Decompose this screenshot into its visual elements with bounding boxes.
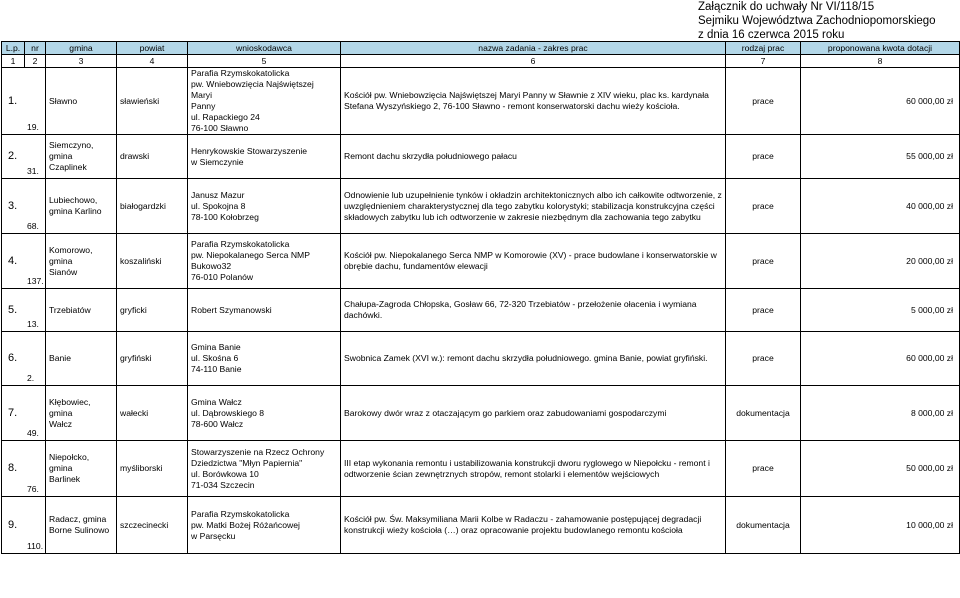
work-type-cell — [726, 441, 801, 497]
gmina-line: Sianów — [49, 266, 78, 277]
table-row — [2, 179, 960, 234]
col-gmina: gmina — [46, 42, 117, 55]
lp-cell — [2, 441, 46, 497]
work-type: prace — [752, 95, 774, 106]
wnioskodawca-cell — [188, 68, 341, 135]
col-rodzaj: rodzaj prac — [726, 42, 801, 55]
gmina-cell — [46, 135, 117, 179]
gmina-line: Barlinek — [49, 474, 81, 484]
row-number: 2. — [8, 150, 18, 162]
amount-cell — [801, 179, 960, 234]
col-number: 4 — [117, 55, 188, 68]
gmina-cell — [46, 179, 117, 234]
wnioskodawca-cell — [188, 179, 341, 234]
task-cell — [341, 441, 726, 497]
row-number: 3. — [8, 199, 18, 212]
row-number: 8. — [8, 462, 18, 474]
task-line: Kościół pw. Wniebowzięcia Najświętszej Maryi Panny w Sławnie z XIV wieku, plac ks. kardynała — [344, 90, 709, 100]
table-row — [2, 497, 960, 554]
amount-cell — [801, 441, 960, 497]
application-ref: 19. — [27, 122, 39, 132]
powiat-cell — [117, 289, 188, 332]
task-cell — [341, 386, 726, 441]
gmina-line: Banie — [49, 353, 71, 363]
lp-cell — [2, 386, 46, 441]
application-ref: 68. — [27, 221, 39, 231]
powiat-cell — [117, 441, 188, 497]
work-type: prace — [752, 304, 774, 315]
applicant-line: 78-600 Wałcz — [191, 418, 244, 429]
amount-cell — [801, 332, 960, 386]
col-number: 7 — [726, 55, 801, 68]
table-row — [2, 289, 960, 332]
amount-cell — [801, 68, 960, 135]
wnioskodawca-cell — [188, 386, 341, 441]
task-line: składowych zabytku lub ich odtworzenie w zakresie niezbędnym dla zachowania tego zabytku — [344, 211, 701, 222]
col-number: 2 — [25, 55, 46, 68]
applicant-line: Janusz Mazur — [191, 189, 245, 200]
applicant-line: Bukowo32 — [191, 261, 232, 271]
row-number: 4. — [8, 254, 18, 267]
gmina-line: Siemczyno, gmina — [49, 140, 94, 161]
gmina-line: Komorowo, gmina — [49, 244, 93, 266]
col-number: 5 — [188, 55, 341, 68]
wnioskodawca-cell — [188, 332, 341, 386]
column-number-row — [2, 55, 960, 68]
powiat-cell — [117, 68, 188, 135]
amount-cell — [801, 135, 960, 179]
work-type-cell — [726, 386, 801, 441]
applicant-line: pw. Matki Bożej Różańcowej — [191, 519, 300, 530]
grant-amount: 10 000,00 zł — [906, 519, 953, 530]
col-nr: nr — [25, 42, 46, 55]
work-type-cell — [726, 135, 801, 179]
gmina-cell — [46, 332, 117, 386]
application-ref: 110. — [27, 541, 44, 551]
powiat-cell — [117, 386, 188, 441]
work-type: dokumentacja — [736, 407, 790, 418]
powiat-value: wałecki — [120, 407, 149, 418]
grant-amount: 50 000,00 zł — [906, 463, 953, 473]
applicant-line: Robert Szymanowski — [191, 304, 272, 315]
amount-cell — [801, 289, 960, 332]
work-type-cell — [726, 68, 801, 135]
lp-cell — [2, 179, 46, 234]
applicant-line: pw. Niepokalanego Serca NMP — [191, 250, 310, 260]
lp-cell — [2, 135, 46, 179]
applicant-line: Henrykowskie Stowarzyszenie — [191, 145, 308, 156]
powiat-value: koszaliński — [120, 255, 162, 266]
task-line: Kościół pw. Św. Maksymiliana Marii Kolbe w Radaczu - zahamowanie postępującej degradacji — [344, 514, 702, 524]
powiat-cell — [117, 135, 188, 179]
table-row — [2, 332, 960, 386]
application-ref: 2. — [27, 373, 35, 383]
applicant-line: Stowarzyszenie na Rzecz Ochrony — [191, 446, 325, 457]
gmina-line: Niepołcko, gmina — [49, 452, 90, 473]
col-number: 8 — [801, 55, 960, 68]
col-lp: L.p. — [2, 42, 25, 55]
gmina-line: Sławno — [49, 95, 78, 106]
task-cell — [341, 289, 726, 332]
task-cell — [341, 68, 726, 135]
col-wnioskodawca: wnioskodawca — [188, 42, 341, 55]
row-number: 7. — [8, 406, 18, 419]
application-ref: 137. — [27, 276, 44, 286]
lp-cell — [2, 68, 46, 135]
powiat-value: gryfiński — [120, 353, 152, 363]
work-type-cell — [726, 234, 801, 289]
task-line: Swobnica Zamek (XVI w.): remont dachu skrzydła południowego. gmina Banie, powiat gryfiński. — [344, 353, 708, 363]
work-type: prace — [752, 463, 774, 473]
gmina-line: Trzebiatów — [49, 304, 91, 315]
gmina-cell — [46, 68, 117, 135]
applicant-line: 76-100 Sławno — [191, 123, 249, 133]
work-type: prace — [752, 151, 774, 161]
gmina-line: Borne Sulinowo — [49, 525, 110, 535]
column-header-row — [2, 42, 960, 55]
gmina-cell — [46, 497, 117, 554]
applicant-line: 74-110 Banie — [191, 364, 242, 374]
application-ref: 49. — [27, 428, 39, 438]
task-line: Odnowienie lub uzupełnienie tynków i okładzin architektonicznych albo ich całkowite odtworzenie, z — [344, 189, 722, 200]
row-number: 1. — [8, 94, 18, 107]
applicant-line: w Parsęcku — [191, 530, 236, 541]
task-line: konstrukcji wieży kościoła (…) oraz opracowanie projektu budowlanego remontu kościoła — [344, 525, 683, 535]
powiat-cell — [117, 234, 188, 289]
gmina-line: Radacz, gmina — [49, 514, 107, 524]
gmina-line: Kłębowiec, gmina — [49, 396, 91, 418]
gmina-line: gmina Karlino — [49, 206, 102, 216]
applicant-line: ul. Skośna 6 — [191, 353, 239, 363]
table-row — [2, 135, 960, 179]
grant-amount: 60 000,00 zł — [906, 95, 953, 106]
powiat-value: białogardzki — [120, 200, 166, 211]
wnioskodawca-cell — [188, 441, 341, 497]
col-number: 6 — [341, 55, 726, 68]
gmina-cell — [46, 441, 117, 497]
wnioskodawca-cell — [188, 289, 341, 332]
lp-cell — [2, 497, 46, 554]
work-type: dokumentacja — [736, 519, 790, 530]
powiat-value: gryficki — [120, 304, 147, 315]
task-cell — [341, 135, 726, 179]
grant-amount: 5 000,00 zł — [910, 304, 953, 315]
lp-cell — [2, 289, 46, 332]
task-line: Stefana Wyszyńskiego 2, 76-100 Sławno - remont konserwatorski dachu wieży kościoła. — [344, 101, 680, 111]
applicant-line: Gmina Banie — [191, 342, 241, 352]
table-row — [2, 234, 960, 289]
attachment-line: Sejmiku Województwa Zachodniopomorskiego — [698, 15, 936, 27]
work-type-cell — [726, 332, 801, 386]
work-type-cell — [726, 497, 801, 554]
applicant-line: Panny — [191, 101, 216, 111]
col-number: 3 — [46, 55, 117, 68]
col-kwota: proponowana kwota dotacji — [801, 42, 960, 55]
gmina-line: Wałcz — [49, 418, 73, 429]
col-powiat: powiat — [117, 42, 188, 55]
powiat-value: szczecinecki — [120, 519, 169, 530]
task-line: III etap wykonania remontu i ustabilizowania konstrukcji dworu ryglowego w Niepołcku - remont i — [344, 457, 710, 468]
gmina-line: Czaplinek — [49, 162, 87, 172]
applicant-line: Dziedzictwa "Młyn Papiernia" — [191, 457, 303, 468]
applicant-line: ul. Rapackiego 24 — [191, 112, 260, 122]
task-line: odtworzenie ścian zewnętrznych stropów, remont stolarki i elementów wejściowych — [344, 468, 660, 479]
grant-amount: 8 000,00 zł — [910, 407, 953, 418]
col-number: 1 — [2, 55, 25, 68]
task-cell — [341, 497, 726, 554]
lp-cell — [2, 234, 46, 289]
applicant-line: Gmina Wałcz — [191, 396, 242, 407]
application-ref: 76. — [27, 484, 39, 494]
applicant-line: pw. Wniebowzięcia Najświętszej Maryi — [191, 79, 314, 100]
applicant-line: w Siemczynie — [191, 156, 244, 167]
applicant-line: 78-100 Kołobrzeg — [191, 211, 259, 222]
lp-cell — [2, 332, 46, 386]
applicant-line: Parafia Rzymskokatolicka — [191, 68, 290, 78]
wnioskodawca-cell — [188, 135, 341, 179]
attachment-line: Załącznik do uchwały Nr VI/118/15 — [698, 1, 875, 13]
task-cell — [341, 234, 726, 289]
row-number: 6. — [8, 352, 18, 364]
grant-amount: 60 000,00 zł — [906, 353, 953, 363]
row-number: 9. — [8, 518, 18, 531]
task-line: uwzględnieniem charakterystycznej dla tego zabytku kolorystyki; stabilizacja konstrukcyjna części — [344, 200, 715, 211]
wnioskodawca-cell — [188, 497, 341, 554]
table-row — [2, 386, 960, 441]
attachment-line: z dnia 16 czerwca 2015 roku — [698, 29, 845, 41]
applicant-line: Parafia Rzymskokatolicka — [191, 239, 290, 249]
powiat-value: sławieński — [120, 95, 160, 106]
work-type: prace — [752, 200, 774, 211]
applicant-line: ul. Dąbrowskiego 8 — [191, 407, 265, 418]
application-ref: 31. — [27, 166, 39, 176]
amount-cell — [801, 234, 960, 289]
task-cell — [341, 179, 726, 234]
task-line: Barokowy dwór wraz z otaczającym go parkiem oraz zabudowaniami gospodarczymi — [344, 407, 667, 418]
applicant-line: 76-010 Polanów — [191, 272, 254, 282]
amount-cell — [801, 497, 960, 554]
task-line: Remont dachu skrzydła południowego pałacu — [344, 151, 517, 161]
table-row — [2, 441, 960, 497]
col-nazwa: nazwa zadania - zakres prac — [341, 42, 726, 55]
table-row — [2, 68, 960, 135]
application-ref: 13. — [27, 319, 39, 329]
grant-amount: 55 000,00 zł — [906, 151, 953, 161]
work-type: prace — [752, 353, 774, 363]
row-number: 5. — [8, 303, 18, 316]
wnioskodawca-cell — [188, 234, 341, 289]
attachment-note — [698, 0, 958, 42]
work-type: prace — [752, 255, 774, 266]
amount-cell — [801, 386, 960, 441]
powiat-cell — [117, 332, 188, 386]
task-line: obrębie dachu, fundamentów elewacji — [344, 261, 488, 271]
powiat-value: drawski — [120, 151, 150, 161]
applicant-line: ul. Borówkowa 10 — [191, 468, 259, 479]
applicant-line: 71-034 Szczecin — [191, 479, 255, 490]
applicant-line: ul. Spokojna 8 — [191, 200, 246, 211]
powiat-cell — [117, 497, 188, 554]
powiat-value: myśliborski — [120, 463, 163, 473]
gmina-cell — [46, 386, 117, 441]
task-cell — [341, 332, 726, 386]
grants-table — [1, 41, 960, 554]
applicant-line: Parafia Rzymskokatolicka — [191, 508, 290, 519]
task-line: Chałupa-Zagroda Chłopska, Gosław 66, 72-320 Trzebiatów - przełożenie ołacenia i wymiana — [344, 299, 697, 309]
gmina-cell — [46, 234, 117, 289]
grant-amount: 20 000,00 zł — [906, 255, 953, 266]
powiat-cell — [117, 179, 188, 234]
work-type-cell — [726, 289, 801, 332]
gmina-cell — [46, 289, 117, 332]
task-line: Kościół pw. Niepokalanego Serca NMP w Komorowie (XV) - prace budowlane i konserwatorskie w — [344, 250, 717, 260]
work-type-cell — [726, 179, 801, 234]
gmina-line: Lubiechowo, — [49, 195, 98, 205]
grant-amount: 40 000,00 zł — [906, 200, 953, 211]
task-line: dachówki. — [344, 310, 383, 320]
